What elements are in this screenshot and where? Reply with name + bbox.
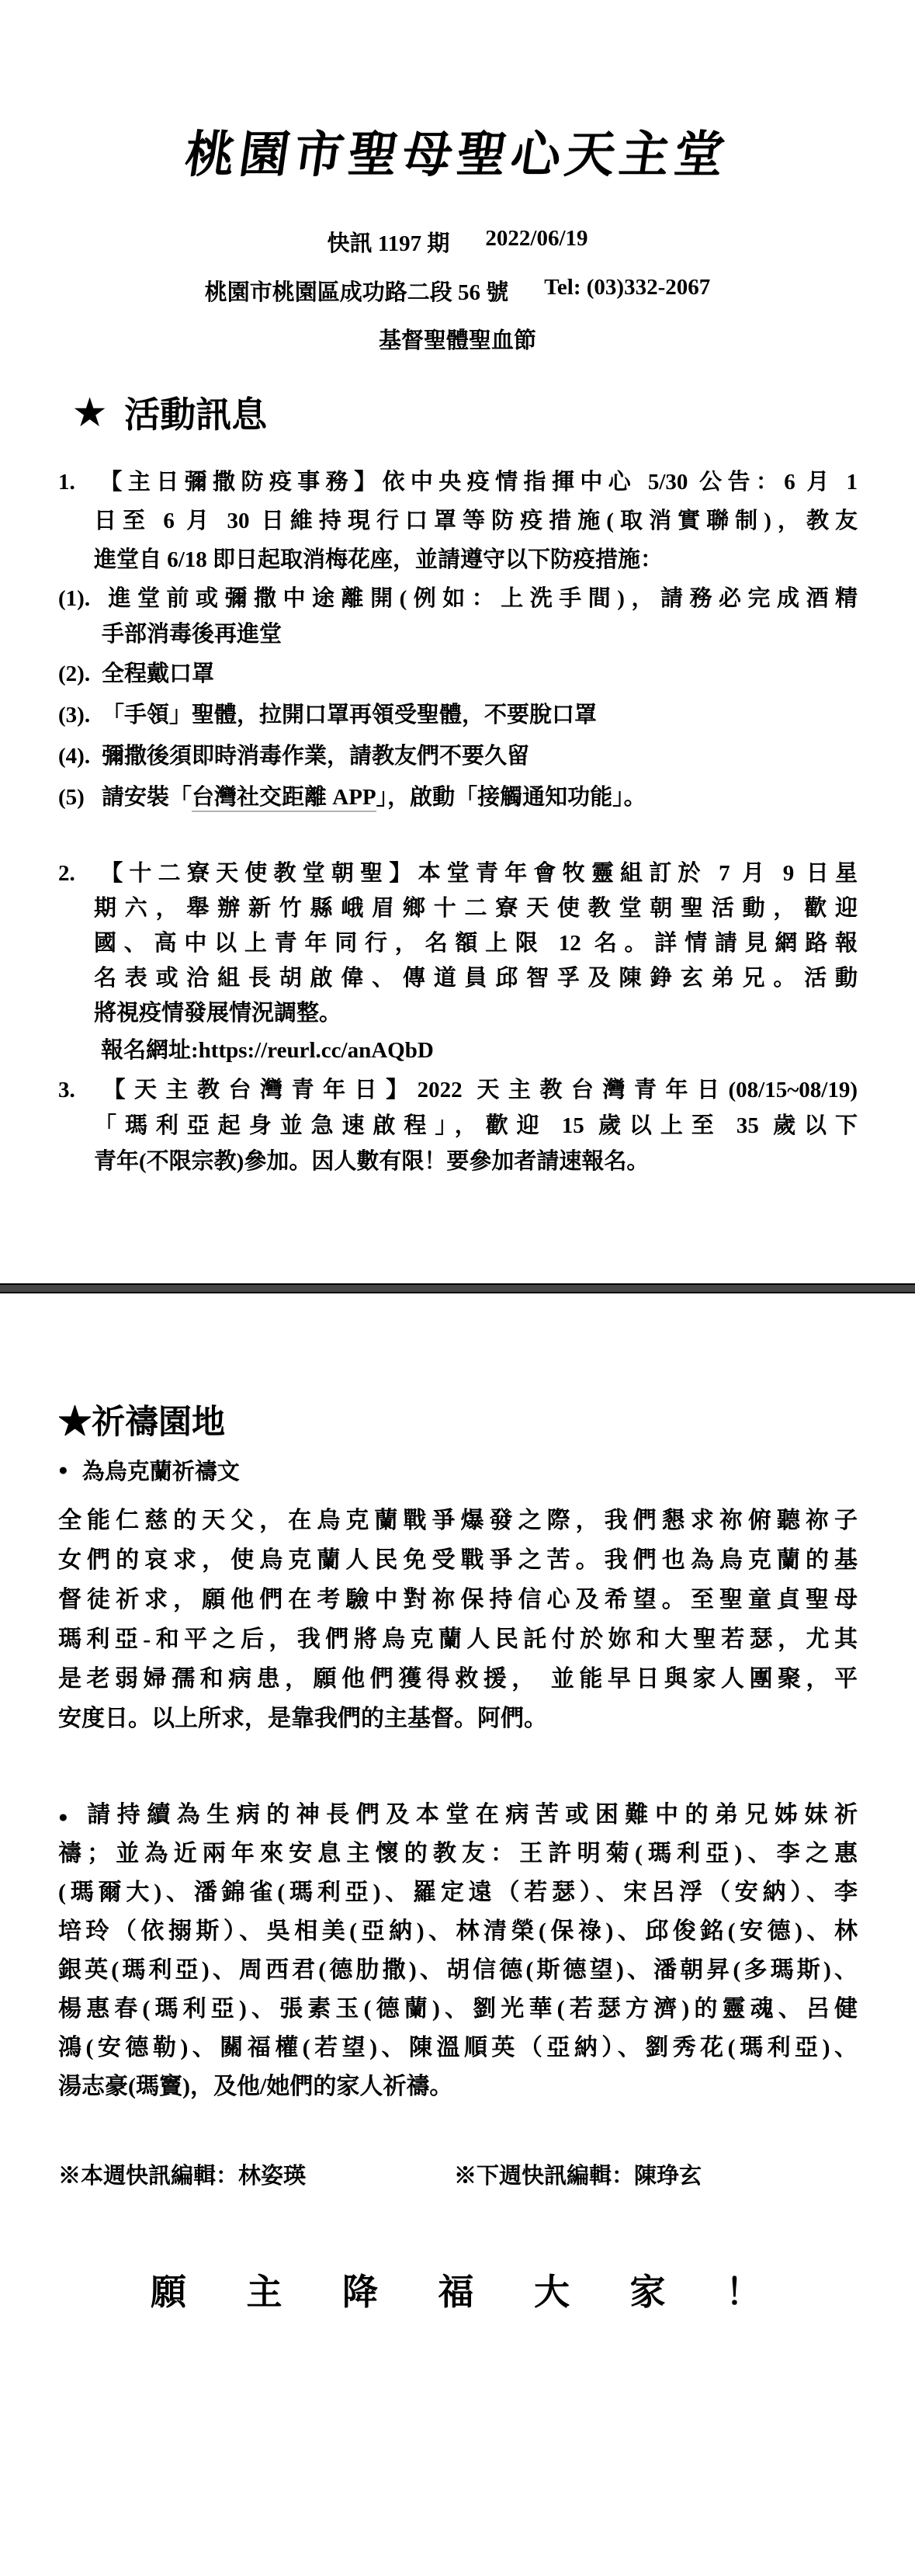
- bullet-icon: ●: [58, 1807, 75, 1826]
- item-line: 名表或洽組長胡啟偉、傳道員邱智孚及陳錚玄弟兄。活動: [94, 966, 858, 991]
- item-number: 2.: [58, 861, 75, 886]
- item-line: 日至 6 月 30 日維持現行口罩等防疫措施(取消實聯制)，教友: [94, 509, 858, 533]
- activity-section-heading: [74, 387, 267, 438]
- blessing-text: 願 主 降 福 大 家 ！: [151, 2272, 764, 2312]
- measure-item-2: [58, 654, 858, 693]
- item-line: 1. 【主日彌撒防疫事務】依中央疫情指揮中心 5/30 公告：6 月 1: [58, 463, 858, 502]
- issue-date: 2022/06/19: [485, 226, 588, 251]
- item-line: (1). 進堂前或彌撒中途離開(例如：上洗手間)，請務必完成酒精: [58, 581, 858, 616]
- issue-line: [0, 226, 915, 258]
- measure-item-5: [58, 778, 858, 817]
- paragraph-line: 銀英(瑪利亞)、周西君(德肋撒)、胡信德(斯德望)、潘朝昇(多瑪斯)、: [58, 1957, 858, 1983]
- item-number: (1).: [58, 586, 91, 611]
- address-line: [0, 275, 915, 307]
- item-line: 「瑪利亞起身並急速啟程」，歡迎 15 歲以上至 35 歲以下: [94, 1113, 858, 1138]
- item-line: 國、高中以上青年同行，名額上限 12 名。詳情請見網路報: [94, 931, 858, 956]
- item-line: 3. 【天主教台灣青年日】2022 天主教台灣青年日(08/15~08/19): [58, 1072, 858, 1108]
- church-phone: Tel: (03)332-2067: [544, 275, 711, 300]
- item-line: 青年(不限宗教)參加。因人數有限！要參加者請速報名。: [94, 1149, 650, 1174]
- activity-item-2: [58, 856, 858, 1031]
- paragraph-line: 瑪利亞-和平之后，我們將烏克蘭人民託付於妳和大聖若瑟，尤其: [58, 1626, 858, 1652]
- social-distance-app-text: 台灣社交距離 APP: [192, 785, 376, 812]
- item-line: (4). 彌撒後須即時消毒作業，請教友們不要久留: [58, 737, 858, 776]
- item-line: (3). 「手領」聖體，拉開口罩再領受聖體，不要脫口罩: [58, 696, 858, 734]
- page-title: 桃園市聖母聖心天主堂: [181, 127, 733, 182]
- editor-next-week: ※下週快訊編輯：陳琤玄: [454, 2164, 702, 2189]
- paragraph-line: ● 請持續為生病的神長們及本堂在病苦或困難中的弟兄姊妹祈: [58, 1802, 858, 1828]
- activity-item-3: [58, 1072, 858, 1179]
- ukraine-prayer-paragraph: [58, 1501, 858, 1738]
- measure-item-3: [58, 696, 858, 734]
- measure-item-1: [58, 581, 858, 652]
- item-line: 進堂自 6/18 即日起取消梅花座，並請遵守以下防疫措施：: [94, 547, 664, 572]
- item-number: (2).: [58, 661, 91, 686]
- ukraine-prayer-title-text: 為烏克蘭祈禱文: [81, 1460, 240, 1484]
- item-line: 期六，舉辦新竹縣峨眉鄉十二寮天使教堂朝聖活動，歡迎: [94, 896, 858, 921]
- editor-this-week: ※本週快訊編輯：林姿瑛: [58, 2164, 307, 2189]
- item-number: 3.: [58, 1078, 75, 1102]
- item-line: (2). 全程戴口罩: [58, 654, 858, 693]
- activity-item-1: [58, 463, 858, 579]
- item-number: (4).: [58, 744, 91, 769]
- item-line: 手部消毒後再進堂: [102, 622, 282, 647]
- paragraph-line: 督徒祈求，願他們在考驗中對祢保持信心及希望。至聖童貞聖母: [58, 1587, 858, 1613]
- item-number: 1.: [58, 470, 75, 495]
- paragraph-line: 湯志豪(瑪竇)，及他/她們的家人祈禱。: [58, 2074, 453, 2099]
- paragraph-line: 禱；並為近兩年來安息主懷的教友：王許明菊(瑪利亞)、李之惠: [58, 1841, 858, 1866]
- bullet-icon: ●: [58, 1460, 68, 1479]
- activity-heading-text: 活動訊息: [124, 395, 268, 435]
- paragraph-line: (瑪爾大)、潘錦雀(瑪利亞)、羅定遠（若瑟）、宋呂浮（安納）、李: [58, 1880, 858, 1905]
- star-icon: ★: [74, 393, 106, 432]
- section-divider: [0, 1283, 915, 1293]
- paragraph-line: 女們的哀求，使烏克蘭人民免受戰爭之苦。我們也為烏克蘭的基: [58, 1547, 858, 1573]
- item-number: (5): [58, 785, 85, 810]
- signup-url: 報名網址:https://reurl.cc/anAQbD: [101, 1038, 434, 1063]
- measure-item-4: [58, 737, 858, 776]
- prayer-section-heading: ★祈禱園地: [58, 1404, 225, 1441]
- ukraine-prayer-title: [58, 1454, 240, 1486]
- item-number: (3).: [58, 703, 91, 727]
- editors-line: [58, 2158, 858, 2190]
- paragraph-line: 鴻(安德勒)、關福權(若望)、陳溫順英（亞納）、劉秀花(瑪利亞)、: [58, 2035, 858, 2060]
- item-line: 2. 【十二寮天使教堂朝聖】本堂青年會牧靈組訂於 7 月 9 日星: [58, 856, 858, 891]
- issue-number: 快訊 1197 期: [327, 231, 450, 256]
- paragraph-line: 培玲（依搦斯）、吳相美(亞納)、林清榮(保祿)、邱俊銘(安德)、林: [58, 1918, 858, 1944]
- church-address: 桃園市桃園區成功路二段 56 號: [204, 280, 509, 305]
- paragraph-line: 是老弱婦孺和病患，願他們獲得救援， 並能早日與家人團聚，平: [58, 1666, 858, 1692]
- sick-prayer-paragraph: [58, 1796, 858, 2106]
- item-line: 將視疫情發展情況調整。: [94, 1001, 342, 1026]
- paragraph-line: 安度日。以上所求，是靠我們的主基督。阿們。: [58, 1706, 547, 1731]
- feast-line: [0, 323, 915, 355]
- paragraph-line: 楊惠春(瑪利亞)、張素玉(德蘭)、劉光華(若瑟方濟)的靈魂、呂健: [58, 1996, 858, 2022]
- feast-name: 基督聖體聖血節: [378, 328, 536, 353]
- paragraph-line: 全能仁慈的天父，在烏克蘭戰爭爆發之際，我們懇求祢俯聽祢子: [58, 1508, 858, 1533]
- item-line: (5) 請安裝「台灣社交距離 APP」，啟動「接觸通知功能」。: [58, 778, 858, 817]
